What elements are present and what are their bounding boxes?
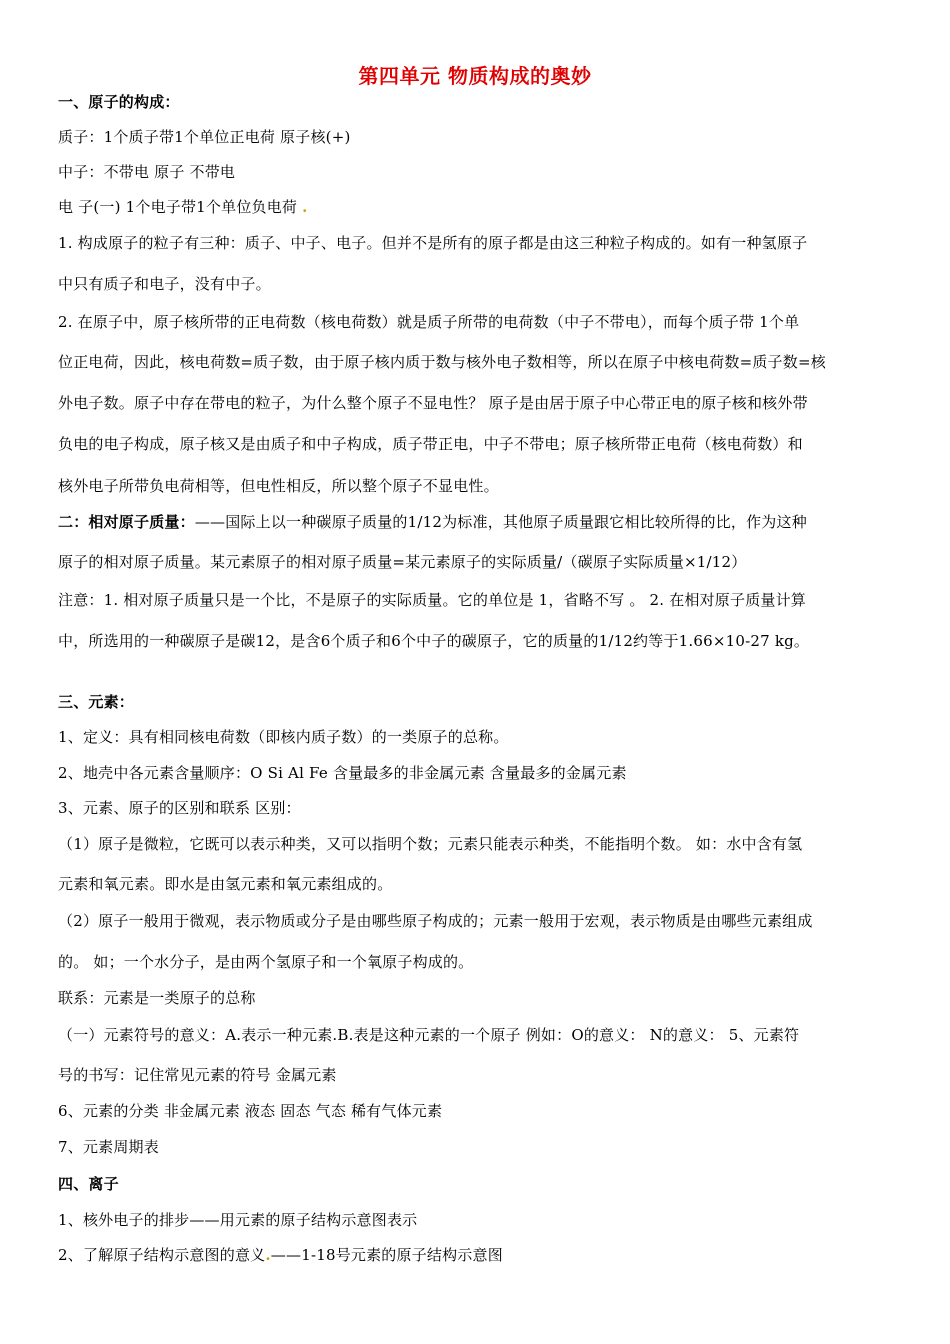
text-line: 中，所选用的一种碳原子是碳12，是含6个质子和6个中子的碳原子，它的质量的1/12约等于1.66×10-27 kg。	[58, 632, 810, 650]
text-line: 中只有质子和电子，没有中子。	[58, 275, 271, 293]
text-line: （1）原子是微粒，它既可以表示种类，又可以指明个数；元素只能表示种类，不能指明个数。 如：水中含有氢	[58, 835, 803, 853]
text-line: 7、元素周期表	[58, 1138, 159, 1156]
text-line: 核外电子所带负电荷相等，但电性相反，所以整个原子不显电性。	[58, 477, 499, 495]
text-line: 位正电荷，因此，核电荷数=质子数，由于原子核内质于数与核外电子数相等，所以在原子中核电荷数=质子数=核	[58, 353, 826, 371]
text-span: ——国际上以一种碳原子质量的1/12为标准，其他原子质量跟它相比较所得的比，作为这种	[194, 513, 807, 531]
text-span: 2、了解原子结构示意图的意义	[58, 1246, 266, 1264]
text-line: 6、元素的分类 非金属元素 液态 固态 气态 稀有气体元素	[58, 1102, 443, 1120]
text-line: 原子的相对原子质量。某元素原子的相对原子质量=某元素原子的实际质量/（碳原子实际质量×1/12）	[58, 553, 747, 571]
text-line	[58, 197, 898, 217]
text-line: 联系：元素是一类原子的总称	[58, 989, 256, 1007]
text-line: （一）元素符号的意义：A.表示一种元素.B.表是这种元素的一个原子 例如：O的意义： N的意义： 5、元素符	[58, 1026, 800, 1044]
text-line: 外电子数。原子中存在带电的粒子，为什么整个原子不显电性？ 原子是由居于原子中心带正电的原子核和核外带	[58, 394, 808, 412]
text-line: 2. 在原子中，原子核所带的正电荷数（核电荷数）就是质子所带的电荷数（中子不带电），而每个质子带 1个单	[58, 313, 800, 331]
text-line: 1. 构成原子的粒子有三种：质子、中子、电子。但并不是所有的原子都是由这三种粒子构成的。如有一种氢原子	[58, 234, 808, 252]
text-line: 1、定义：具有相同核电荷数（即核内质子数）的一类原子的总称。	[58, 728, 509, 746]
text-line	[58, 512, 898, 532]
text-line: 号的书写：记住常见元素的符号 金属元素	[58, 1066, 337, 1084]
text-line: 注意：1. 相对原子质量只是一个比，不是原子的实际质量。它的单位是 1，省略不写 。 2. 在相对原子质量计算	[58, 591, 807, 609]
text-line	[58, 1245, 898, 1265]
text-line: 中子：不带电 原子 不带电	[58, 163, 236, 181]
text-line: 质子：1个质子带1个单位正电荷 原子核(+)	[58, 128, 351, 146]
text-line: 2、地壳中各元素含量顺序：O Si Al Fe 含量最多的非金属元素 含量最多的金属元素	[58, 764, 627, 782]
section-heading-atom-structure: 一、原子的构成：	[58, 93, 180, 111]
yellow-dot-mark: .	[265, 1246, 271, 1264]
text-span: 电 子(一) 1个电子带1个单位负电荷	[58, 198, 298, 216]
text-line: 元素和氧元素。即水是由氢元素和氧元素组成的。	[58, 875, 393, 893]
section-heading-elements: 三、元素：	[58, 693, 135, 711]
text-span: ——1-18号元素的原子结构示意图	[270, 1246, 503, 1264]
section-heading-ions: 四、离子	[58, 1175, 119, 1193]
text-line: （2）原子一般用于微观，表示物质或分子是由哪些原子构成的；元素一般用于宏观，表示物质是由哪些元素组成	[58, 912, 813, 930]
text-line: 负电的电子构成，原子核又是由质子和中子构成，质子带正电，中子不带电；原子核所带正电荷（核电荷数）和	[58, 435, 803, 453]
document-title: 第四单元 物质构成的奥妙	[358, 64, 592, 88]
text-line: 的。 如；一个水分子，是由两个氢原子和一个氧原子构成的。	[58, 953, 474, 971]
text-line: 3、元素、原子的区别和联系 区别：	[58, 799, 301, 817]
section-heading-relative-atomic-mass: 二：相对原子质量：	[58, 513, 195, 531]
yellow-dot-mark: .	[302, 198, 308, 216]
text-line: 1、核外电子的排步——用元素的原子结构示意图表示	[58, 1211, 418, 1229]
